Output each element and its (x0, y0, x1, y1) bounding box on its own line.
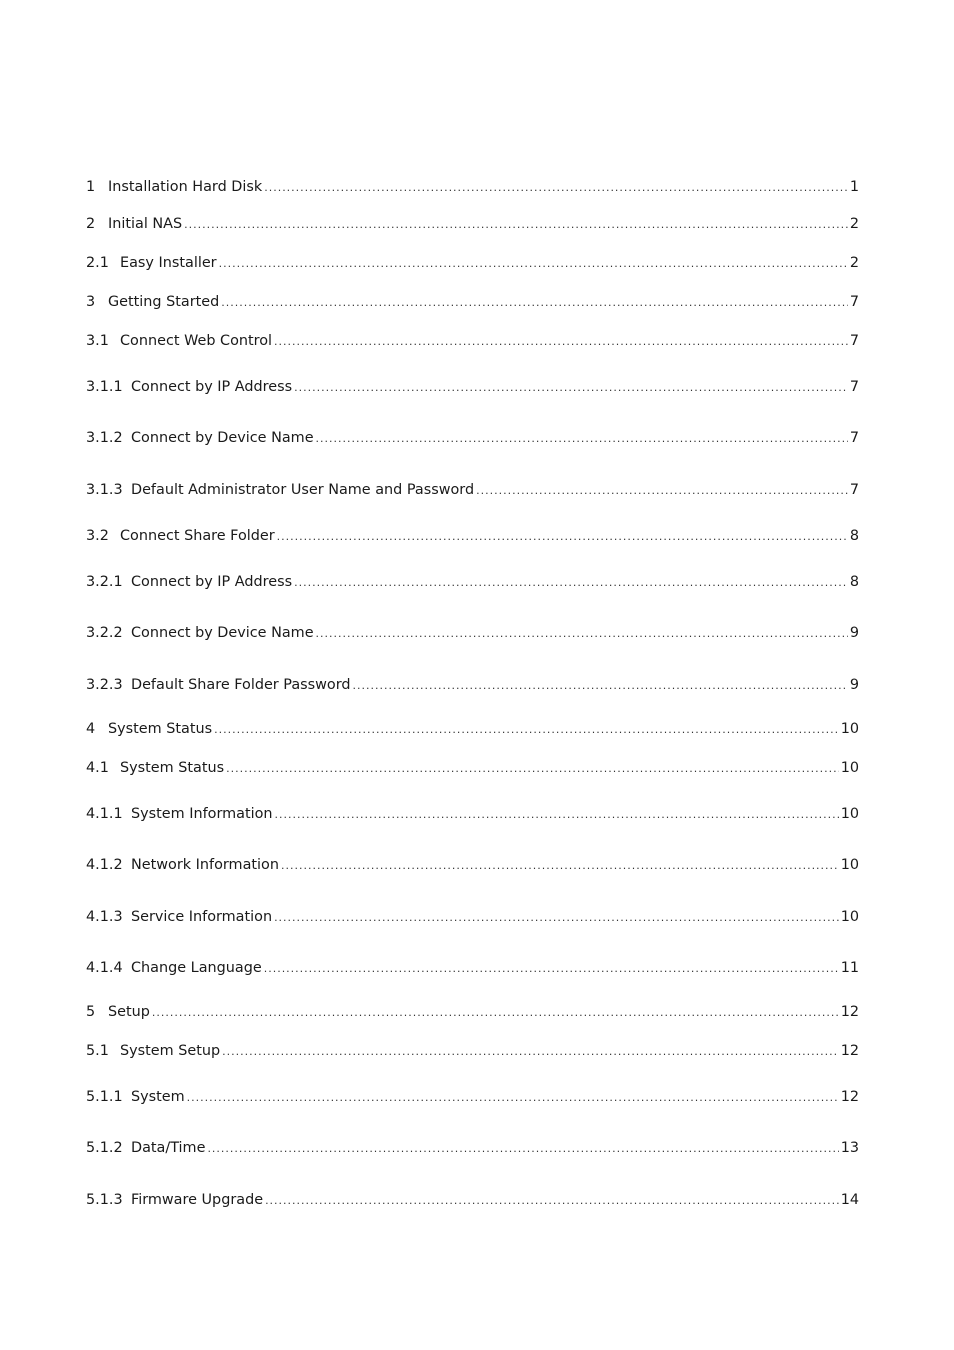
toc-entry[interactable] (86, 622, 859, 644)
toc-entry-title: System Status (120, 760, 225, 776)
toc-entry-number: 4.1.2 (86, 857, 123, 873)
dot-leader (219, 253, 848, 275)
toc-entry-number: 3.2.3 (86, 677, 123, 693)
toc-entry-number: 2.1 (86, 255, 109, 271)
toc-entry-page: 2 (849, 216, 859, 232)
toc-entry-number: 5.1.1 (86, 1089, 123, 1105)
toc-entry[interactable] (86, 213, 859, 235)
dot-leader (264, 958, 839, 980)
toc-entry-page: 12 (840, 1089, 859, 1105)
toc-entry-page: 14 (840, 1192, 859, 1208)
toc-entry-title: System Information (131, 806, 273, 822)
toc-entry-number: 4.1.4 (86, 960, 123, 976)
toc-entry-number: 4.1 (86, 760, 109, 776)
toc-entry[interactable] (86, 1137, 859, 1159)
toc-entry[interactable] (86, 479, 859, 501)
dot-leader (265, 1190, 839, 1212)
dot-leader (316, 623, 848, 645)
toc-entry-page: 9 (849, 625, 859, 641)
dot-leader (274, 907, 839, 929)
toc-entry-title: Default Administrator User Name and Password (131, 482, 475, 498)
toc-entry[interactable] (86, 571, 859, 593)
dot-leader (221, 292, 848, 314)
dot-leader (476, 480, 848, 502)
toc-entry-page: 12 (840, 1004, 859, 1020)
toc-entry-page: 12 (840, 1043, 859, 1059)
dot-leader (294, 572, 848, 594)
toc-entry[interactable] (86, 674, 859, 696)
dot-leader (281, 855, 839, 877)
toc-entry[interactable] (86, 252, 859, 274)
toc-entry-number: 3.1 (86, 333, 109, 349)
toc-entry-number: 5 (86, 1004, 96, 1020)
toc-entry-page: 11 (840, 960, 859, 976)
toc-entry[interactable] (86, 757, 859, 779)
toc-entry-page: 13 (840, 1140, 859, 1156)
toc-entry-title: Network Information (131, 857, 279, 873)
toc-entry-number: 3.2.2 (86, 625, 123, 641)
toc-entry[interactable] (86, 1040, 859, 1062)
toc-entry-page: 10 (840, 857, 859, 873)
toc-entry[interactable] (86, 906, 859, 928)
dot-leader (187, 1087, 839, 1109)
toc-entry[interactable] (86, 718, 859, 740)
toc-entry-page: 1 (849, 179, 859, 195)
toc-entry-page: 10 (840, 909, 859, 925)
toc-entry-page: 8 (849, 528, 859, 544)
toc-entry-page: 7 (849, 379, 859, 395)
toc-entry-number: 3.1.1 (86, 379, 123, 395)
toc-entry-number: 3.1.3 (86, 482, 123, 498)
toc-entry-number: 2 (86, 216, 96, 232)
dot-leader (274, 331, 848, 353)
dot-leader (214, 719, 839, 741)
toc-entry-page: 7 (849, 294, 859, 310)
toc-entry-title: Connect by IP Address (131, 574, 293, 590)
toc-entry-page: 7 (849, 482, 859, 498)
table-of-contents (86, 0, 859, 1350)
toc-entry[interactable] (86, 376, 859, 398)
toc-entry-number: 5.1.2 (86, 1140, 123, 1156)
dot-leader (264, 177, 848, 199)
toc-entry[interactable] (86, 427, 859, 449)
toc-entry-page: 10 (840, 760, 859, 776)
toc-entry-title: Initial NAS (108, 216, 183, 232)
toc-entry[interactable] (86, 1086, 859, 1108)
toc-entry[interactable] (86, 525, 859, 547)
dot-leader (226, 758, 839, 780)
toc-entry-title: Installation Hard Disk (108, 179, 263, 195)
toc-entry-title: Connect Share Folder (120, 528, 275, 544)
dot-leader (275, 804, 839, 826)
toc-entry[interactable] (86, 854, 859, 876)
toc-entry-number: 5.1 (86, 1043, 109, 1059)
toc-entry-title: Connect by Device Name (131, 625, 314, 641)
toc-entry-number: 4.1.3 (86, 909, 123, 925)
toc-entry-number: 4 (86, 721, 96, 737)
dot-leader (152, 1002, 839, 1024)
dot-leader (277, 526, 848, 548)
toc-entry[interactable] (86, 803, 859, 825)
toc-entry-page: 2 (849, 255, 859, 271)
toc-entry-title: Change Language (131, 960, 262, 976)
toc-entry-title: Firmware Upgrade (131, 1192, 264, 1208)
toc-entry-number: 3 (86, 294, 96, 310)
toc-entry-title: Connect by Device Name (131, 430, 314, 446)
toc-entry-title: Connect Web Control (120, 333, 273, 349)
dot-leader (184, 214, 848, 236)
toc-entry-number: 3.2.1 (86, 574, 123, 590)
toc-entry[interactable] (86, 291, 859, 313)
toc-entry-page: 9 (849, 677, 859, 693)
toc-entry-title: Getting Started (108, 294, 220, 310)
toc-entry-title: Connect by IP Address (131, 379, 293, 395)
toc-entry-page: 8 (849, 574, 859, 590)
toc-entry-title: Data/Time (131, 1140, 206, 1156)
dot-leader (316, 428, 848, 450)
toc-entry[interactable] (86, 176, 859, 198)
toc-entry-title: System Setup (120, 1043, 221, 1059)
toc-entry-number: 1 (86, 179, 96, 195)
toc-entry[interactable] (86, 330, 859, 352)
toc-entry[interactable] (86, 957, 859, 979)
dot-leader (294, 377, 848, 399)
dot-leader (353, 675, 848, 697)
toc-entry-number: 3.1.2 (86, 430, 123, 446)
toc-entry-title: Service Information (131, 909, 273, 925)
toc-entry-page: 7 (849, 333, 859, 349)
dot-leader (222, 1041, 839, 1063)
toc-entry-title: System Status (108, 721, 213, 737)
toc-entry-title: Easy Installer (120, 255, 217, 271)
dot-leader (207, 1138, 838, 1160)
toc-entry-number: 5.1.3 (86, 1192, 123, 1208)
toc-entry-number: 3.2 (86, 528, 109, 544)
toc-entry[interactable] (86, 1189, 859, 1211)
toc-entry-title: Setup (108, 1004, 150, 1020)
toc-entry[interactable] (86, 1001, 859, 1023)
toc-entry-number: 4.1.1 (86, 806, 123, 822)
toc-entry-title: System (131, 1089, 185, 1105)
toc-entry-page: 7 (849, 430, 859, 446)
toc-entry-page: 10 (840, 806, 859, 822)
toc-entry-page: 10 (840, 721, 859, 737)
toc-entry-title: Default Share Folder Password (131, 677, 351, 693)
